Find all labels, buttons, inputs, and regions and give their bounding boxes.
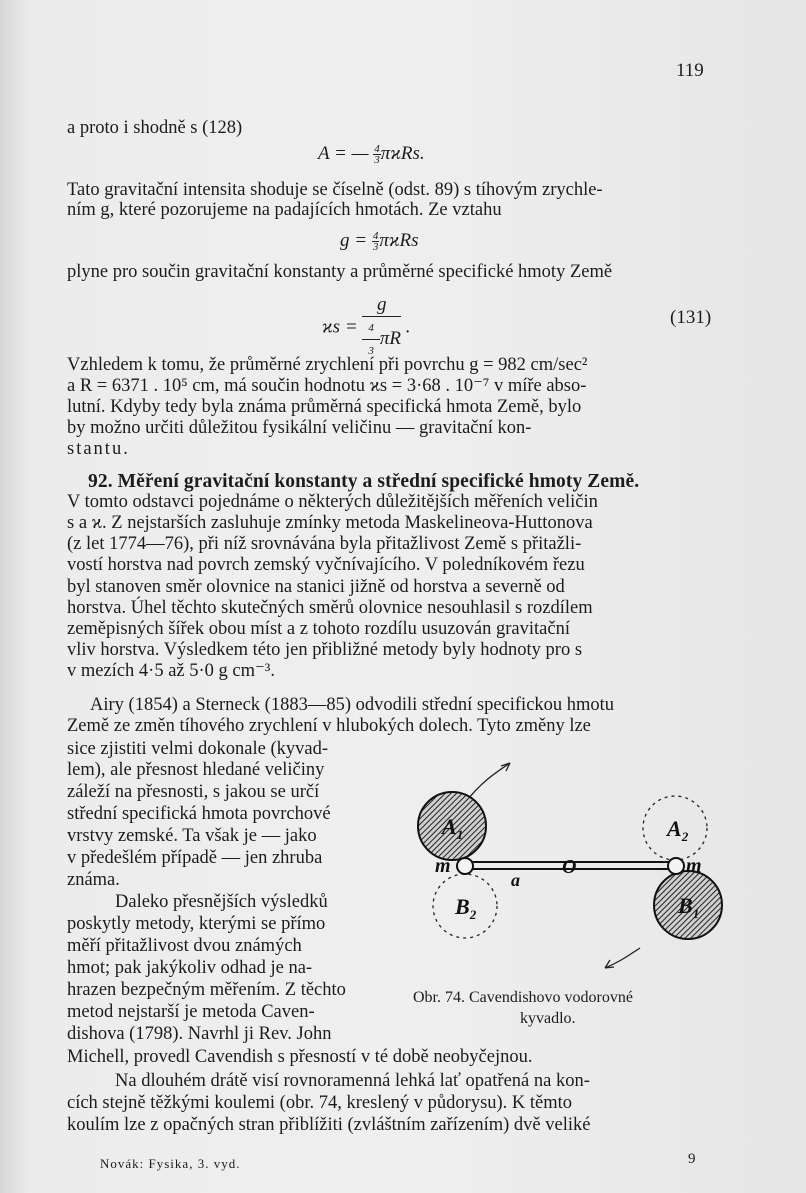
mass-left (457, 858, 473, 874)
text-line: lem), ale přesnost hledané veličiny (67, 760, 325, 780)
text-line: lutní. Kdyby tedy byla známa průměrná specifická hmota Země, bylo (67, 397, 582, 417)
text-line: a R = 6371 . 10⁵ cm, má součin hodnotu ϰs = 3·68 . 10⁻⁷ v míře abso- (67, 376, 587, 396)
formula-lhs: ϰs = (322, 316, 363, 338)
footer-book-title: Novák: Fysika, 3. vyd. (100, 1156, 241, 1171)
formula-lhs: g = (340, 230, 372, 251)
cavendish-figure (405, 748, 735, 983)
text-line: vliv horstva. Výsledkem této jen přibližné metody byly hodnoty pro s (67, 640, 583, 660)
text-line: Země ze změn tíhového zrychlení v hlubokých dolech. Tyto změny lze (67, 716, 591, 736)
text-line: známa. (67, 870, 120, 890)
text-line: V tomto odstavci pojednáme o některých důležitějších měřeních veličin (67, 492, 598, 512)
text-line: ním g, které pozorujeme na padajících hmotách. Ze vztahu (67, 200, 502, 220)
section-heading: 92. Měření gravitační konstanty a střední specifické hmoty Země. (88, 471, 640, 492)
text-line: vrstvy zemské. Ta však je — jako (67, 826, 317, 846)
text-line: střední specifická hmota povrchové (67, 804, 331, 824)
text-line: Vzhledem k tomu, že průměrné zrychlení při povrchu g = 982 cm/sec² (67, 355, 588, 375)
text-line: záleží na přesnosti, s jakou se určí (67, 782, 320, 802)
label-a1: $A_1$ (442, 814, 464, 842)
label-b1: $B_1$ (678, 893, 700, 921)
text-line: Tato gravitační intensita shoduje se číselně (odst. 89) s tíhovým zrychle- (67, 180, 603, 200)
formula-rhs: πϰRs. (380, 143, 425, 164)
text-line: horstva. Úhel těchto skutečných směrů olovnice nesouhlasil s rozdílem (67, 598, 593, 618)
text-line: byl stanoven směr olovnice na stanici jižně od horstva a severně od (67, 577, 565, 597)
figure-caption-line: Obr. 74. Cavendishovo vodorovné (413, 989, 633, 1006)
text-line: stantu. (67, 439, 130, 459)
text-line: hrazen bezpečným měřením. Z těchto (67, 980, 346, 1000)
text-line: hmot; pak jakýkoliv odhad je na- (67, 958, 313, 978)
text-line: a proto i shodně s (128) (67, 118, 243, 138)
footer-signature-number: 9 (688, 1151, 696, 1167)
label-m-right: m (686, 855, 702, 877)
text-line: dishova (1798). Navrhl ji Rev. John (67, 1024, 332, 1044)
label-b2: $B_2$ (455, 894, 477, 922)
mass-right (668, 858, 684, 874)
text-line: Airy (1854) a Sterneck (1883—85) odvodili střední specifickou hmotu (90, 695, 615, 715)
formula-coefficient: $\frac{4}{3}$ (374, 143, 380, 167)
formula-coefficient: $\frac{4}{3}$ (372, 230, 379, 254)
formula-lhs: A = — (318, 143, 374, 164)
rotation-arrow-top (465, 763, 510, 803)
text-line: plyne pro součin gravitační konstanty a průměrné specifické hmoty Země (67, 262, 613, 282)
text-line: (z let 1774—76), při níž srovnávána byla přitažlivost Země s přitažli- (67, 534, 582, 554)
text-line: poskytly metody, kterými se přímo (67, 914, 326, 934)
equation-number: (131) (670, 307, 712, 328)
text-line: by možno určiti důležitou fysikální veličinu — gravitační kon- (67, 418, 532, 438)
label-a: a (511, 870, 520, 890)
formula-fraction: g $\frac{4}{3}$ πR (362, 294, 401, 362)
text-line: metod nejstarší je metoda Caven- (67, 1002, 315, 1022)
text-line: měří přitažlivost dvou známých (67, 936, 302, 956)
text-line: s a ϰ. Z nejstarších zasluhuje zmínky metoda Maskelineova-Huttonova (67, 513, 593, 533)
text-line: v mezích 4·5 až 5·0 g cm⁻³. (67, 661, 275, 681)
text-line: cích stejně těžkými koulemi (obr. 74, kreslený v půdorysu). K těmto (67, 1093, 573, 1113)
label-a2: $A_2$ (667, 816, 689, 844)
formula-rhs: πϰRs (379, 230, 419, 251)
label-o: O (562, 856, 577, 878)
text-line: zeměpisných šířek obou míst a z tohoto rozdílu usuzován gravitační (67, 619, 570, 639)
rotation-arrow-bottom (605, 948, 640, 968)
label-m-left: m (435, 855, 451, 877)
formula-gravity (340, 230, 419, 252)
text-line: Michell, provedl Cavendish s přesností v té době neobyčejnou. (67, 1047, 533, 1067)
figure-caption-line: kyvadlo. (520, 1010, 576, 1027)
text-line: sice zjistiti velmi dokonale (kyvad- (67, 739, 328, 759)
formula-131: ϰs = g $\frac{4}{3}$ πR . (322, 294, 411, 362)
formula-gravity-intensity (318, 143, 425, 165)
text-line: v předešlém případě — jen zhruba (67, 848, 323, 868)
text-line: koulím lze z opačných stran přiblížiti (zvláštním zařízením) dvě veliké (67, 1115, 591, 1135)
page-number: 119 (676, 60, 704, 81)
text-line: Na dlouhém drátě visí rovnoramenná lehká lať opatřená na kon- (115, 1071, 590, 1091)
text-line: Daleko přesnějších výsledků (115, 892, 328, 912)
text-line: vostí horstva nad povrch zemský vyčnívajícího. V poledníkovém řezu (67, 555, 585, 575)
